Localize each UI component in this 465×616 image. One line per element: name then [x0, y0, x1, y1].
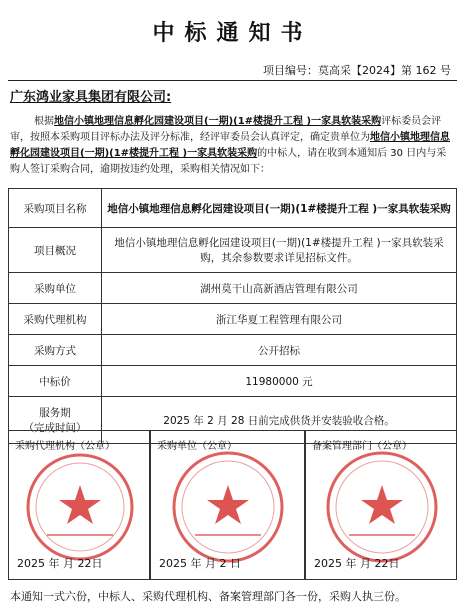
- body-project-name-2: 地信小镇地理信息孵化园建设项目(一期)(1#楼提升工程 )一家具软装采购: [10, 132, 450, 159]
- table-row: [9, 228, 457, 273]
- table-row: [9, 273, 457, 304]
- row-label-line1: 服务期: [39, 407, 71, 419]
- recipient-name: 广东鸿业家具集团有限公司:: [10, 90, 172, 105]
- row-value: 2025 年 2 月 28 日前完成供货并安装验收合格。: [102, 397, 457, 444]
- footer-note: 本通知一式六份，中标人、采购代理机构、备案管理部门各一份，采购人执三份。: [10, 590, 406, 603]
- body-pre: 根据: [34, 116, 54, 127]
- signature-date: 2025 年 月 22日: [314, 557, 400, 570]
- body-project-name: 地信小镇地理信息孵化园建设项目(一期)(1#楼提升工程 )一家具软装采购: [54, 116, 382, 127]
- row-label: 项目概况: [9, 228, 102, 273]
- signature-box-agency: [8, 430, 150, 580]
- row-label: 采购项目名称: [9, 189, 102, 228]
- row-value: 公开招标: [102, 335, 457, 366]
- row-label-line2: （完成时间）: [23, 422, 87, 434]
- row-label: 采购单位: [9, 273, 102, 304]
- signature-label: 采购代理机构（公章）: [15, 441, 115, 452]
- row-label: 采购方式: [9, 335, 102, 366]
- row-value: 地信小镇地理信息孵化园建设项目(一期)(1#楼提升工程 )一家具软装采购，其余参数要求详见招标文件。: [102, 228, 457, 273]
- header-divider: [8, 80, 457, 81]
- notice-body: [10, 114, 456, 178]
- info-table: [8, 188, 457, 444]
- signature-label: 备案管理部门（公章）: [312, 441, 412, 452]
- body-post: 的中标人，请在收到本通知后 30 日内与采购人签订采购合同，逾期按违约处理，采购相关情况如下：: [10, 148, 447, 175]
- project-number: 项目编号：莫高采【2024】第 162 号: [263, 64, 451, 77]
- table-row: [9, 366, 457, 397]
- row-value: 地信小镇地理信息孵化园建设项目(一期)(1#楼提升工程 )一家具软装采购: [102, 189, 457, 228]
- document-title: 中标通知书: [152, 21, 313, 46]
- row-value: 湖州莫干山高新酒店管理有限公司: [102, 273, 457, 304]
- seal-stamp-icon: [163, 445, 293, 569]
- seal-stamp-icon: [17, 447, 143, 567]
- row-value: 浙江华夏工程管理有限公司: [102, 304, 457, 335]
- table-row: [9, 304, 457, 335]
- body-mid: 评标委员会评审，按照本采购项目评标办法及评分标准，经评审委员会认真评定，确定贵单位为: [10, 116, 442, 143]
- signature-box-registry: [305, 430, 457, 580]
- table-row: [9, 335, 457, 366]
- signature-box-purchaser: [150, 430, 305, 580]
- table-row: [9, 189, 457, 228]
- row-label: 中标价: [9, 366, 102, 397]
- signature-date: 2025 年 月 22日: [17, 557, 103, 570]
- signature-label: 采购单位（公章）: [157, 441, 237, 452]
- signature-date: 2025 年 月 2 日: [159, 557, 241, 570]
- row-value: 11980000 元: [102, 366, 457, 397]
- seal-stamp-icon: [316, 445, 448, 569]
- row-label: 采购代理机构: [9, 304, 102, 335]
